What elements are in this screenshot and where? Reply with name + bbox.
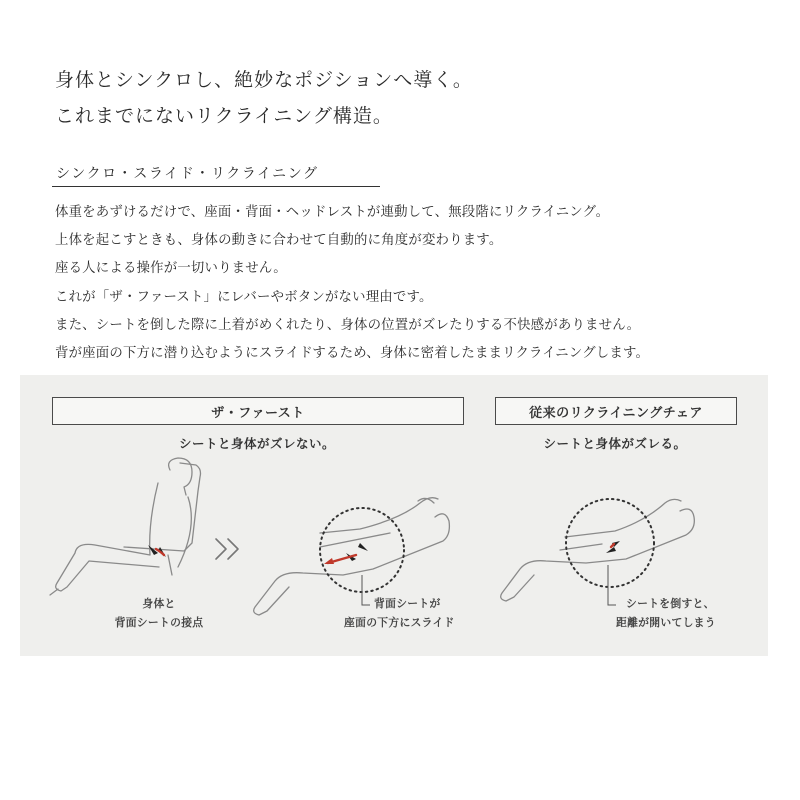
body-line-4: これが「ザ・ファースト」にレバーやボタンがない理由です。 bbox=[55, 289, 433, 305]
caption-gap: シートを倒すと、 距離が開いてしまう bbox=[616, 597, 716, 629]
caption-contact-point: 身体と 背面シートの接点 bbox=[114, 597, 204, 629]
body-line-5: また、シートを倒した際に上着がめくれたり、身体の位置がズレたりする不快感がありません。 bbox=[55, 317, 641, 333]
caption-slide: 背面シートが 座面の下方にスライド bbox=[344, 597, 455, 629]
subtitle-no-shift: シートと身体がズレない。 bbox=[178, 436, 335, 451]
body-line-6: 背が座面の下方に潜り込むようにスライドするため、身体に密着したままリクライニングします。 bbox=[55, 346, 650, 362]
body-text bbox=[55, 199, 649, 368]
label-conventional: 従来のリクライニングチェア bbox=[495, 397, 737, 425]
body-line-2: 上体を起こすときも、身体の動きに合わせて自動的に角度が変わります。 bbox=[55, 233, 503, 249]
body-line-3: 座る人による操作が一切いりません。 bbox=[55, 261, 287, 277]
headline bbox=[55, 62, 473, 134]
reclined-figure-old bbox=[501, 499, 695, 601]
headline-line-1: 身体とシンクロし、絶妙なポジションへ導く。 bbox=[55, 69, 473, 91]
label-the-first: ザ・ファースト bbox=[52, 397, 464, 425]
body-line-1: 体重をあずけるだけで、座面・背面・ヘッドレストが連動して、無段階にリクライニング。 bbox=[55, 205, 610, 220]
subtitle-shift: シートと身体がズレる。 bbox=[543, 436, 687, 451]
comparison-panel bbox=[20, 375, 768, 656]
headline-line-2: これまでにないリクライニング構造。 bbox=[55, 105, 393, 127]
upright-figure bbox=[50, 458, 201, 595]
section-title: シンクロ・スライド・リクライニング bbox=[52, 163, 380, 187]
